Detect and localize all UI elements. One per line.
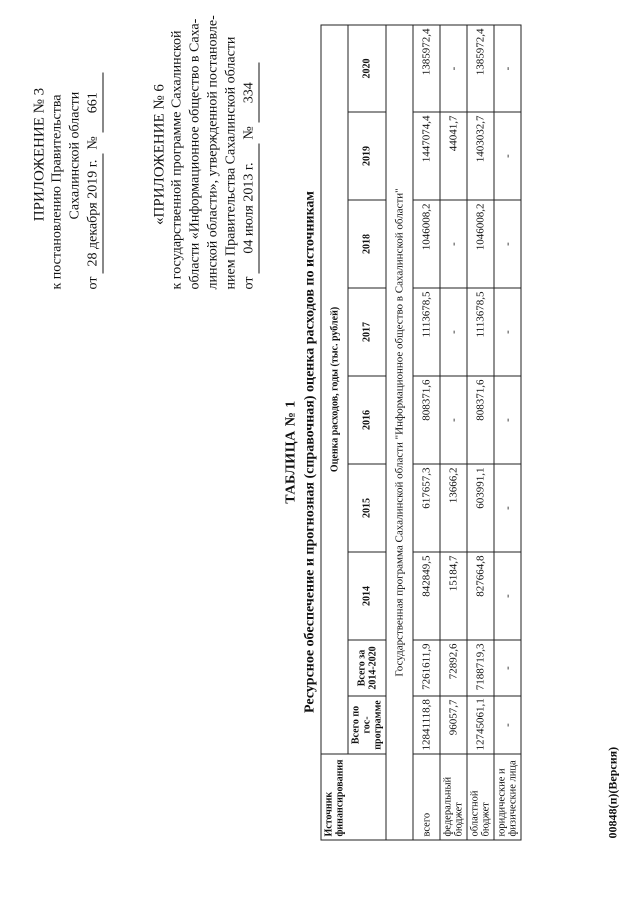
annex-6-line-4: нием Правительства Сахалинской области bbox=[223, 36, 239, 290]
annex-3-heading: ПРИЛОЖЕНИЕ № 3 bbox=[31, 87, 48, 222]
annex-3-header bbox=[31, 20, 104, 290]
annex-6-line-3: линской области», утвержденной постановле- bbox=[205, 15, 221, 290]
funding-table bbox=[321, 24, 522, 840]
cell: 842849,5 bbox=[413, 552, 440, 640]
cell: 12841118,8 bbox=[413, 696, 440, 754]
cell: - bbox=[494, 640, 521, 696]
cell: 1113678,5 bbox=[413, 288, 440, 376]
cell: 13666,2 bbox=[440, 464, 467, 552]
annex-6-date-line bbox=[241, 20, 260, 290]
rotated-page bbox=[1, 0, 640, 905]
annex-6-no-label: № bbox=[241, 126, 257, 140]
cell: 603991,1 bbox=[467, 464, 494, 552]
table-row bbox=[440, 25, 467, 840]
annex-6-date: 04 июля 2013 г. bbox=[241, 143, 260, 273]
table-row bbox=[494, 25, 521, 840]
source-header: Источник финансирования bbox=[321, 754, 386, 840]
table-title: ТАБЛИЦА № 1 bbox=[283, 400, 299, 504]
year-header: 2019 bbox=[348, 112, 386, 200]
header-row-bottom bbox=[348, 25, 386, 840]
annex-3-no-label: № bbox=[85, 136, 101, 150]
estimate-header: Оценка расходов, годы (тыс. рублей) bbox=[321, 25, 348, 754]
cell: 808371,6 bbox=[467, 376, 494, 464]
annex-6-header bbox=[151, 15, 260, 290]
cell: 617657,3 bbox=[413, 464, 440, 552]
annex-6-from-label: от bbox=[241, 276, 257, 290]
cell: 1113678,5 bbox=[467, 288, 494, 376]
header-row-top bbox=[321, 25, 348, 840]
cell: 15184,7 bbox=[440, 552, 467, 640]
annex-6-line-2: области «Информационное общество в Саха- bbox=[187, 18, 203, 290]
cell: 1046008,2 bbox=[467, 200, 494, 288]
footer-code: 00848(п)(Версия) bbox=[605, 746, 620, 839]
cell: 1385972,4 bbox=[413, 25, 440, 112]
row-label: областной бюджет bbox=[467, 754, 494, 840]
cell: - bbox=[440, 200, 467, 288]
cell: - bbox=[494, 112, 521, 200]
table-row bbox=[413, 25, 440, 840]
cell: - bbox=[494, 25, 521, 112]
cell: 72892,6 bbox=[440, 640, 467, 696]
year-header: 2020 bbox=[348, 25, 386, 112]
annex-3-line-2: Сахалинской области bbox=[67, 91, 83, 220]
cell: 7188719,3 bbox=[467, 640, 494, 696]
annex-3-from-label: от bbox=[85, 276, 101, 290]
cell: 827664,8 bbox=[467, 552, 494, 640]
row-label: юридические и физические лица bbox=[494, 754, 521, 840]
cell: 1403032,7 bbox=[467, 112, 494, 200]
annex-3-date: 28 декабря 2019 г. bbox=[85, 153, 104, 273]
table-subtitle: Ресурсное обеспечение и прогнозная (справочная) оценка расходов по источникам bbox=[302, 191, 318, 713]
cell: 44041,7 bbox=[440, 112, 467, 200]
cell: - bbox=[440, 25, 467, 112]
cell: 12745061,1 bbox=[467, 696, 494, 754]
program-name: Государственная программа Сахалинской области "Информационное общество в Сахалинской области" bbox=[386, 25, 413, 840]
annex-6-line-1: к государственной программе Сахалинской bbox=[169, 30, 185, 290]
row-label: федеральный бюджет bbox=[440, 754, 467, 840]
row-label: всего bbox=[413, 754, 440, 840]
annex-3-date-line bbox=[85, 20, 104, 290]
cell: 1046008,2 bbox=[413, 200, 440, 288]
cell: 1447074,4 bbox=[413, 112, 440, 200]
program-row bbox=[386, 25, 413, 840]
cell: - bbox=[494, 376, 521, 464]
year-header: 2014 bbox=[348, 552, 386, 640]
total-program-header: Всего по гос-программе bbox=[348, 696, 386, 754]
cell: - bbox=[494, 696, 521, 754]
cell: 808371,6 bbox=[413, 376, 440, 464]
year-header: 2016 bbox=[348, 376, 386, 464]
total-period-header: Всего за 2014-2020 bbox=[348, 640, 386, 696]
cell: 96057,7 bbox=[440, 696, 467, 754]
year-header: 2018 bbox=[348, 200, 386, 288]
annex-6-number: 334 bbox=[241, 63, 260, 123]
cell: - bbox=[494, 464, 521, 552]
cell: - bbox=[494, 552, 521, 640]
cell: 7261611,9 bbox=[413, 640, 440, 696]
annex-3-line-1: к постановлению Правительства bbox=[49, 94, 65, 290]
cell: - bbox=[440, 288, 467, 376]
year-header: 2015 bbox=[348, 464, 386, 552]
cell: - bbox=[494, 200, 521, 288]
cell: - bbox=[440, 376, 467, 464]
year-header: 2017 bbox=[348, 288, 386, 376]
annex-6-heading: «ПРИЛОЖЕНИЕ № 6 bbox=[151, 84, 168, 225]
cell: 1385972,4 bbox=[467, 25, 494, 112]
annex-3-number: 661 bbox=[85, 73, 104, 133]
cell: - bbox=[494, 288, 521, 376]
table-row bbox=[467, 25, 494, 840]
